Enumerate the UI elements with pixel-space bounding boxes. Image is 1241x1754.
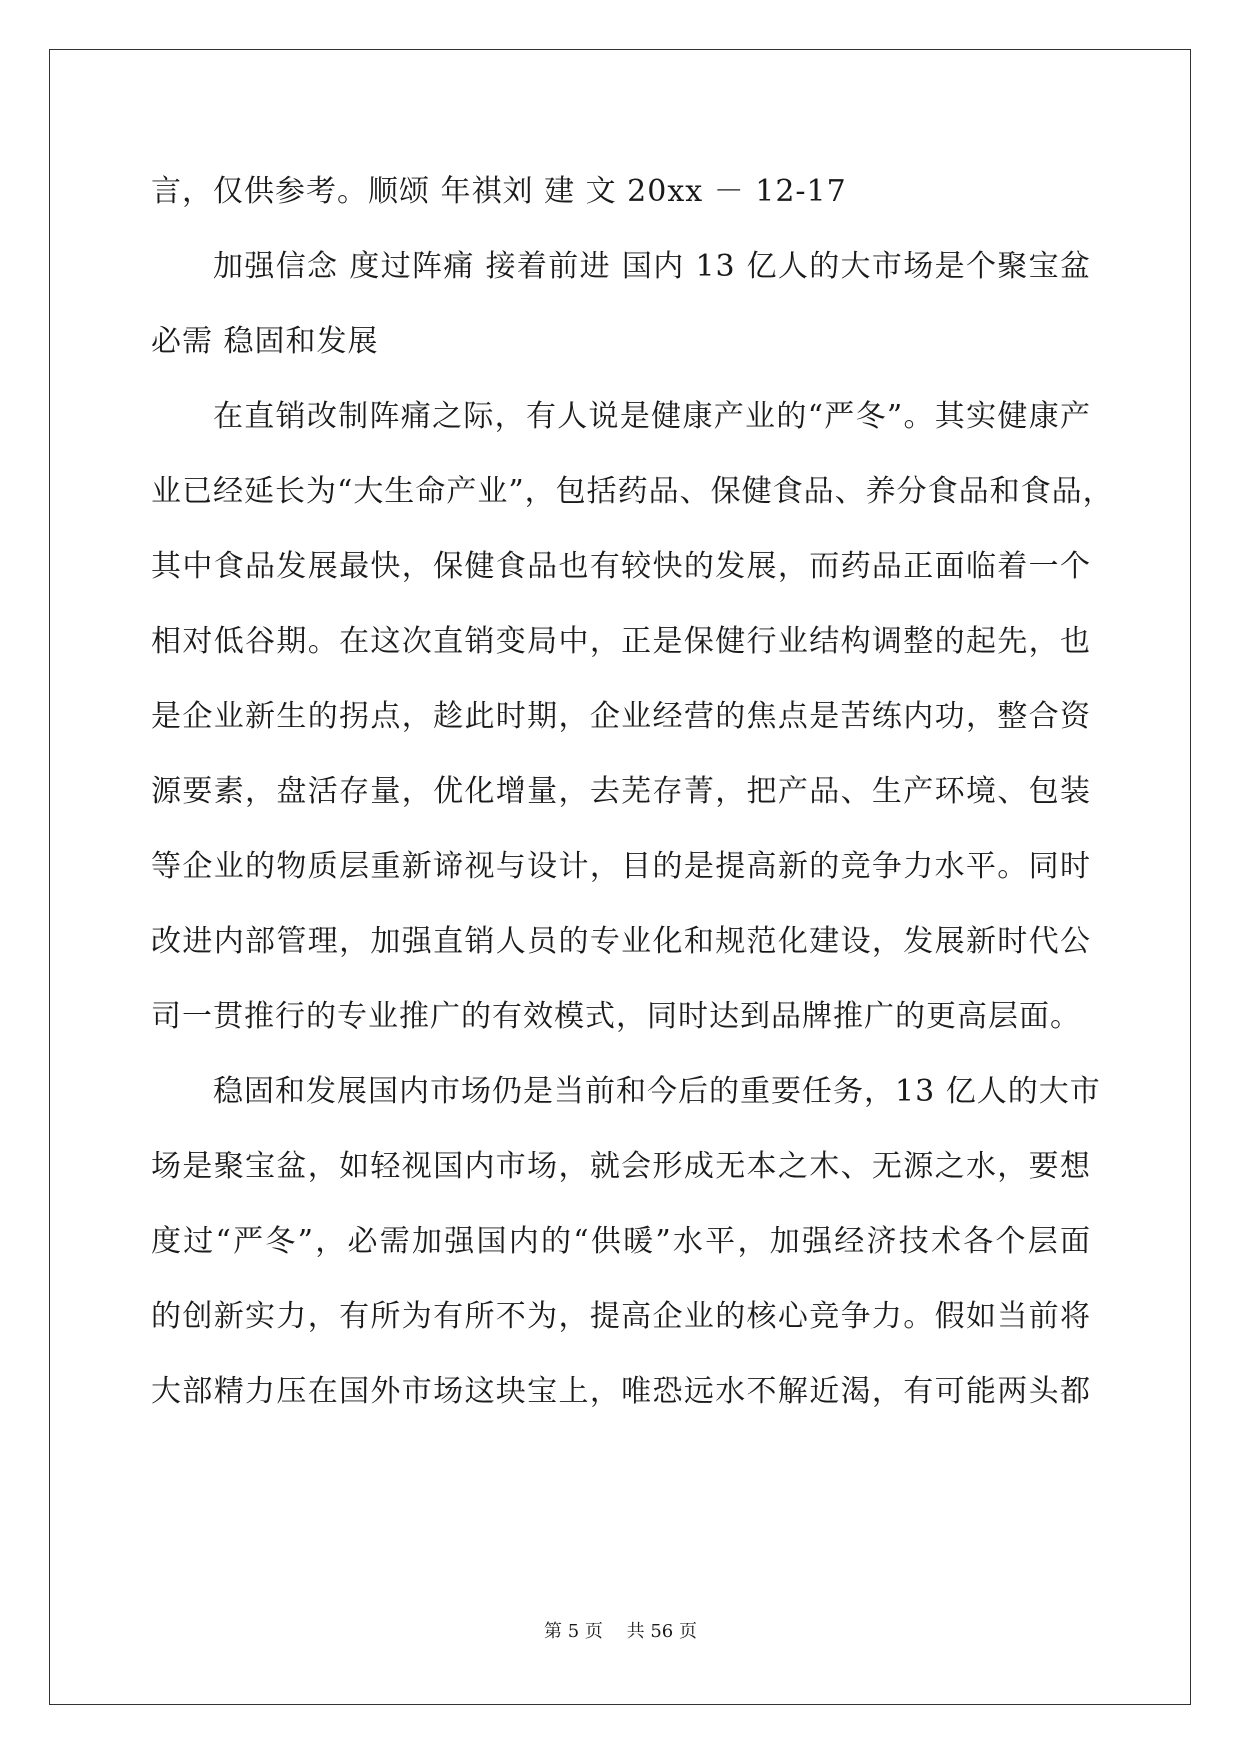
- text-line: 其中食品发展最快，保健食品也有较快的发展，而药品正面临着一个: [151, 549, 1091, 584]
- text-line: 稳固和发展国内市场仍是当前和今后的重要任务，13 亿人的大市: [213, 1074, 1101, 1109]
- text-line: 司一贯推行的专业推广的有效模式，同时达到品牌推广的更高层面。: [151, 999, 1081, 1034]
- text-line: 改进内部管理，加强直销人员的专业化和规范化建设，发展新时代公: [151, 924, 1091, 959]
- text-line: 是企业新生的拐点，趁此时期，企业经营的焦点是苦练内功，整合资: [151, 699, 1091, 734]
- text-line: 相对低谷期。在这次直销变局中，正是保健行业结构调整的起先，也: [151, 624, 1091, 659]
- text-line: 加强信念 度过阵痛 接着前进 国内 13 亿人的大市场是个聚宝盆: [213, 249, 1091, 284]
- text-line: 言，仅供参考。顺颂 年祺刘 建 文 20xx － 12-17: [151, 174, 847, 209]
- document-body: [151, 154, 1114, 1429]
- text-line: 等企业的物质层重新谛视与设计，目的是提高新的竞争力水平。同时: [151, 849, 1091, 884]
- text-line: 源要素，盘活存量，优化增量，去芜存菁，把产品、生产环境、包装: [151, 774, 1091, 809]
- page-number: 第 5 页 共 56 页: [544, 1621, 697, 1642]
- text-line: 必需 稳固和发展: [151, 324, 379, 359]
- text-line: 业已经延长为“大生命产业”，包括药品、保健食品、养分食品和食品，: [151, 474, 1114, 509]
- text-line: 大部精力压在国外市场这块宝上，唯恐远水不解近渴，有可能两头都: [151, 1374, 1091, 1409]
- text-line: 在直销改制阵痛之际，有人说是健康产业的“严冬”。其实健康产: [213, 399, 1091, 434]
- text-line: 度过“严冬”，必需加强国内的“供暖”水平，加强经济技术各个层面: [151, 1224, 1091, 1259]
- text-line: 的创新实力，有所为有所不为，提高企业的核心竞争力。假如当前将: [151, 1299, 1091, 1334]
- text-line: 场是聚宝盆，如轻视国内市场，就会形成无本之木、无源之水，要想: [151, 1149, 1091, 1184]
